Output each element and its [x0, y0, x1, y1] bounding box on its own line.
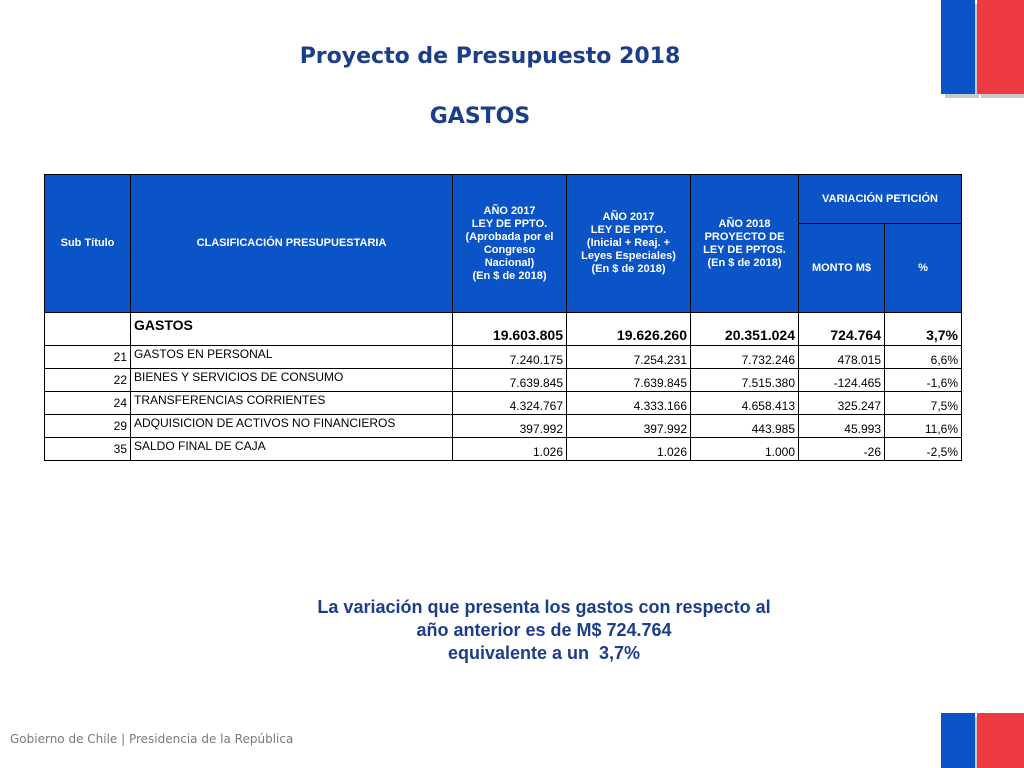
header-proyecto-2018: AÑO 2018 PROYECTO DE LEY DE PPTOS. (En $ de 2018): [691, 175, 799, 313]
row-monto: 45.993: [799, 415, 885, 438]
table-row: [45, 415, 962, 438]
row-ley-2017: 397.992: [453, 415, 567, 438]
row-ley-2017: 4.324.767: [453, 392, 567, 415]
row-ley-2017-inicial: 4.333.166: [567, 392, 691, 415]
row-subtitulo: 21: [45, 346, 131, 369]
table-row: [45, 369, 962, 392]
row-proyecto-2018: 7.515.380: [691, 369, 799, 392]
row-clasificacion: SALDO FINAL DE CAJA: [131, 438, 453, 461]
header-ley-2017-inicial: AÑO 2017 LEY DE PPTO. (Inicial + Reaj. + Leyes Especiales) (En $ de 2018): [567, 175, 691, 313]
row-subtitulo: 29: [45, 415, 131, 438]
table-row: [45, 438, 962, 461]
row-ley-2017: 7.639.845: [453, 369, 567, 392]
flag-blue-stripe: [941, 713, 975, 768]
page-subtitle: GASTOS: [429, 104, 531, 129]
row-porcentaje: 6,6%: [885, 346, 962, 369]
row-monto: 325.247: [799, 392, 885, 415]
row-porcentaje: 11,6%: [885, 415, 962, 438]
total-subtitulo-cell: [45, 313, 131, 346]
row-monto: -124.465: [799, 369, 885, 392]
table-header-row: [45, 175, 962, 224]
total-ley-2017: 19.603.805: [453, 313, 567, 346]
conclusion-text: [284, 596, 804, 665]
page-title: Proyecto de Presupuesto 2018: [299, 44, 681, 69]
row-proyecto-2018: 4.658.413: [691, 392, 799, 415]
row-clasificacion: TRANSFERENCIAS CORRIENTES: [131, 392, 453, 415]
row-proyecto-2018: 7.732.246: [691, 346, 799, 369]
gobierno-logo-bottom: [940, 713, 1024, 768]
row-ley-2017: 1.026: [453, 438, 567, 461]
row-clasificacion: ADQUISICION DE ACTIVOS NO FINANCIEROS: [131, 415, 453, 438]
footer-text: Gobierno de Chile | Presidencia de la República: [10, 732, 294, 746]
flag-red-stripe: [977, 713, 1024, 768]
budget-table: [44, 174, 962, 461]
row-ley-2017-inicial: 7.639.845: [567, 369, 691, 392]
conclusion-line: La variación que presenta los gastos con respecto al: [317, 597, 771, 617]
row-ley-2017-inicial: 7.254.231: [567, 346, 691, 369]
row-porcentaje: -1,6%: [885, 369, 962, 392]
row-proyecto-2018: 443.985: [691, 415, 799, 438]
total-monto: 724.764: [799, 313, 885, 346]
row-subtitulo: 22: [45, 369, 131, 392]
row-subtitulo: 35: [45, 438, 131, 461]
row-clasificacion: BIENES Y SERVICIOS DE CONSUMO: [131, 369, 453, 392]
total-label: GASTOS: [131, 313, 453, 346]
row-ley-2017: 7.240.175: [453, 346, 567, 369]
total-ley-2017-inicial: 19.626.260: [567, 313, 691, 346]
header-porcentaje: %: [885, 224, 962, 313]
row-subtitulo: 24: [45, 392, 131, 415]
table-total-row: [45, 313, 962, 346]
table-row: [45, 392, 962, 415]
header-ley-2017: AÑO 2017 LEY DE PPTO. (Aprobada por el Congreso Nacional) (En $ de 2018): [453, 175, 567, 313]
row-ley-2017-inicial: 1.026: [567, 438, 691, 461]
header-monto: MONTO M$: [799, 224, 885, 313]
row-clasificacion: GASTOS EN PERSONAL: [131, 346, 453, 369]
header-variacion: VARIACIÓN PETICIÓN: [799, 175, 962, 224]
total-proyecto-2018: 20.351.024: [691, 313, 799, 346]
conclusion-line: equivalente a un 3,7%: [447, 643, 641, 663]
total-porcentaje: 3,7%: [885, 313, 962, 346]
row-porcentaje: 7,5%: [885, 392, 962, 415]
flag-red-stripe: [977, 0, 1024, 94]
table-row: [45, 346, 962, 369]
row-porcentaje: -2,5%: [885, 438, 962, 461]
conclusion-line: año anterior es de M$ 724.764: [416, 620, 672, 640]
row-proyecto-2018: 1.000: [691, 438, 799, 461]
row-monto: 478.015: [799, 346, 885, 369]
row-ley-2017-inicial: 397.992: [567, 415, 691, 438]
header-subtitulo: Sub Título: [45, 175, 131, 313]
header-clasificacion: CLASIFICACIÓN PRESUPUESTARIA: [131, 175, 453, 313]
row-monto: -26: [799, 438, 885, 461]
